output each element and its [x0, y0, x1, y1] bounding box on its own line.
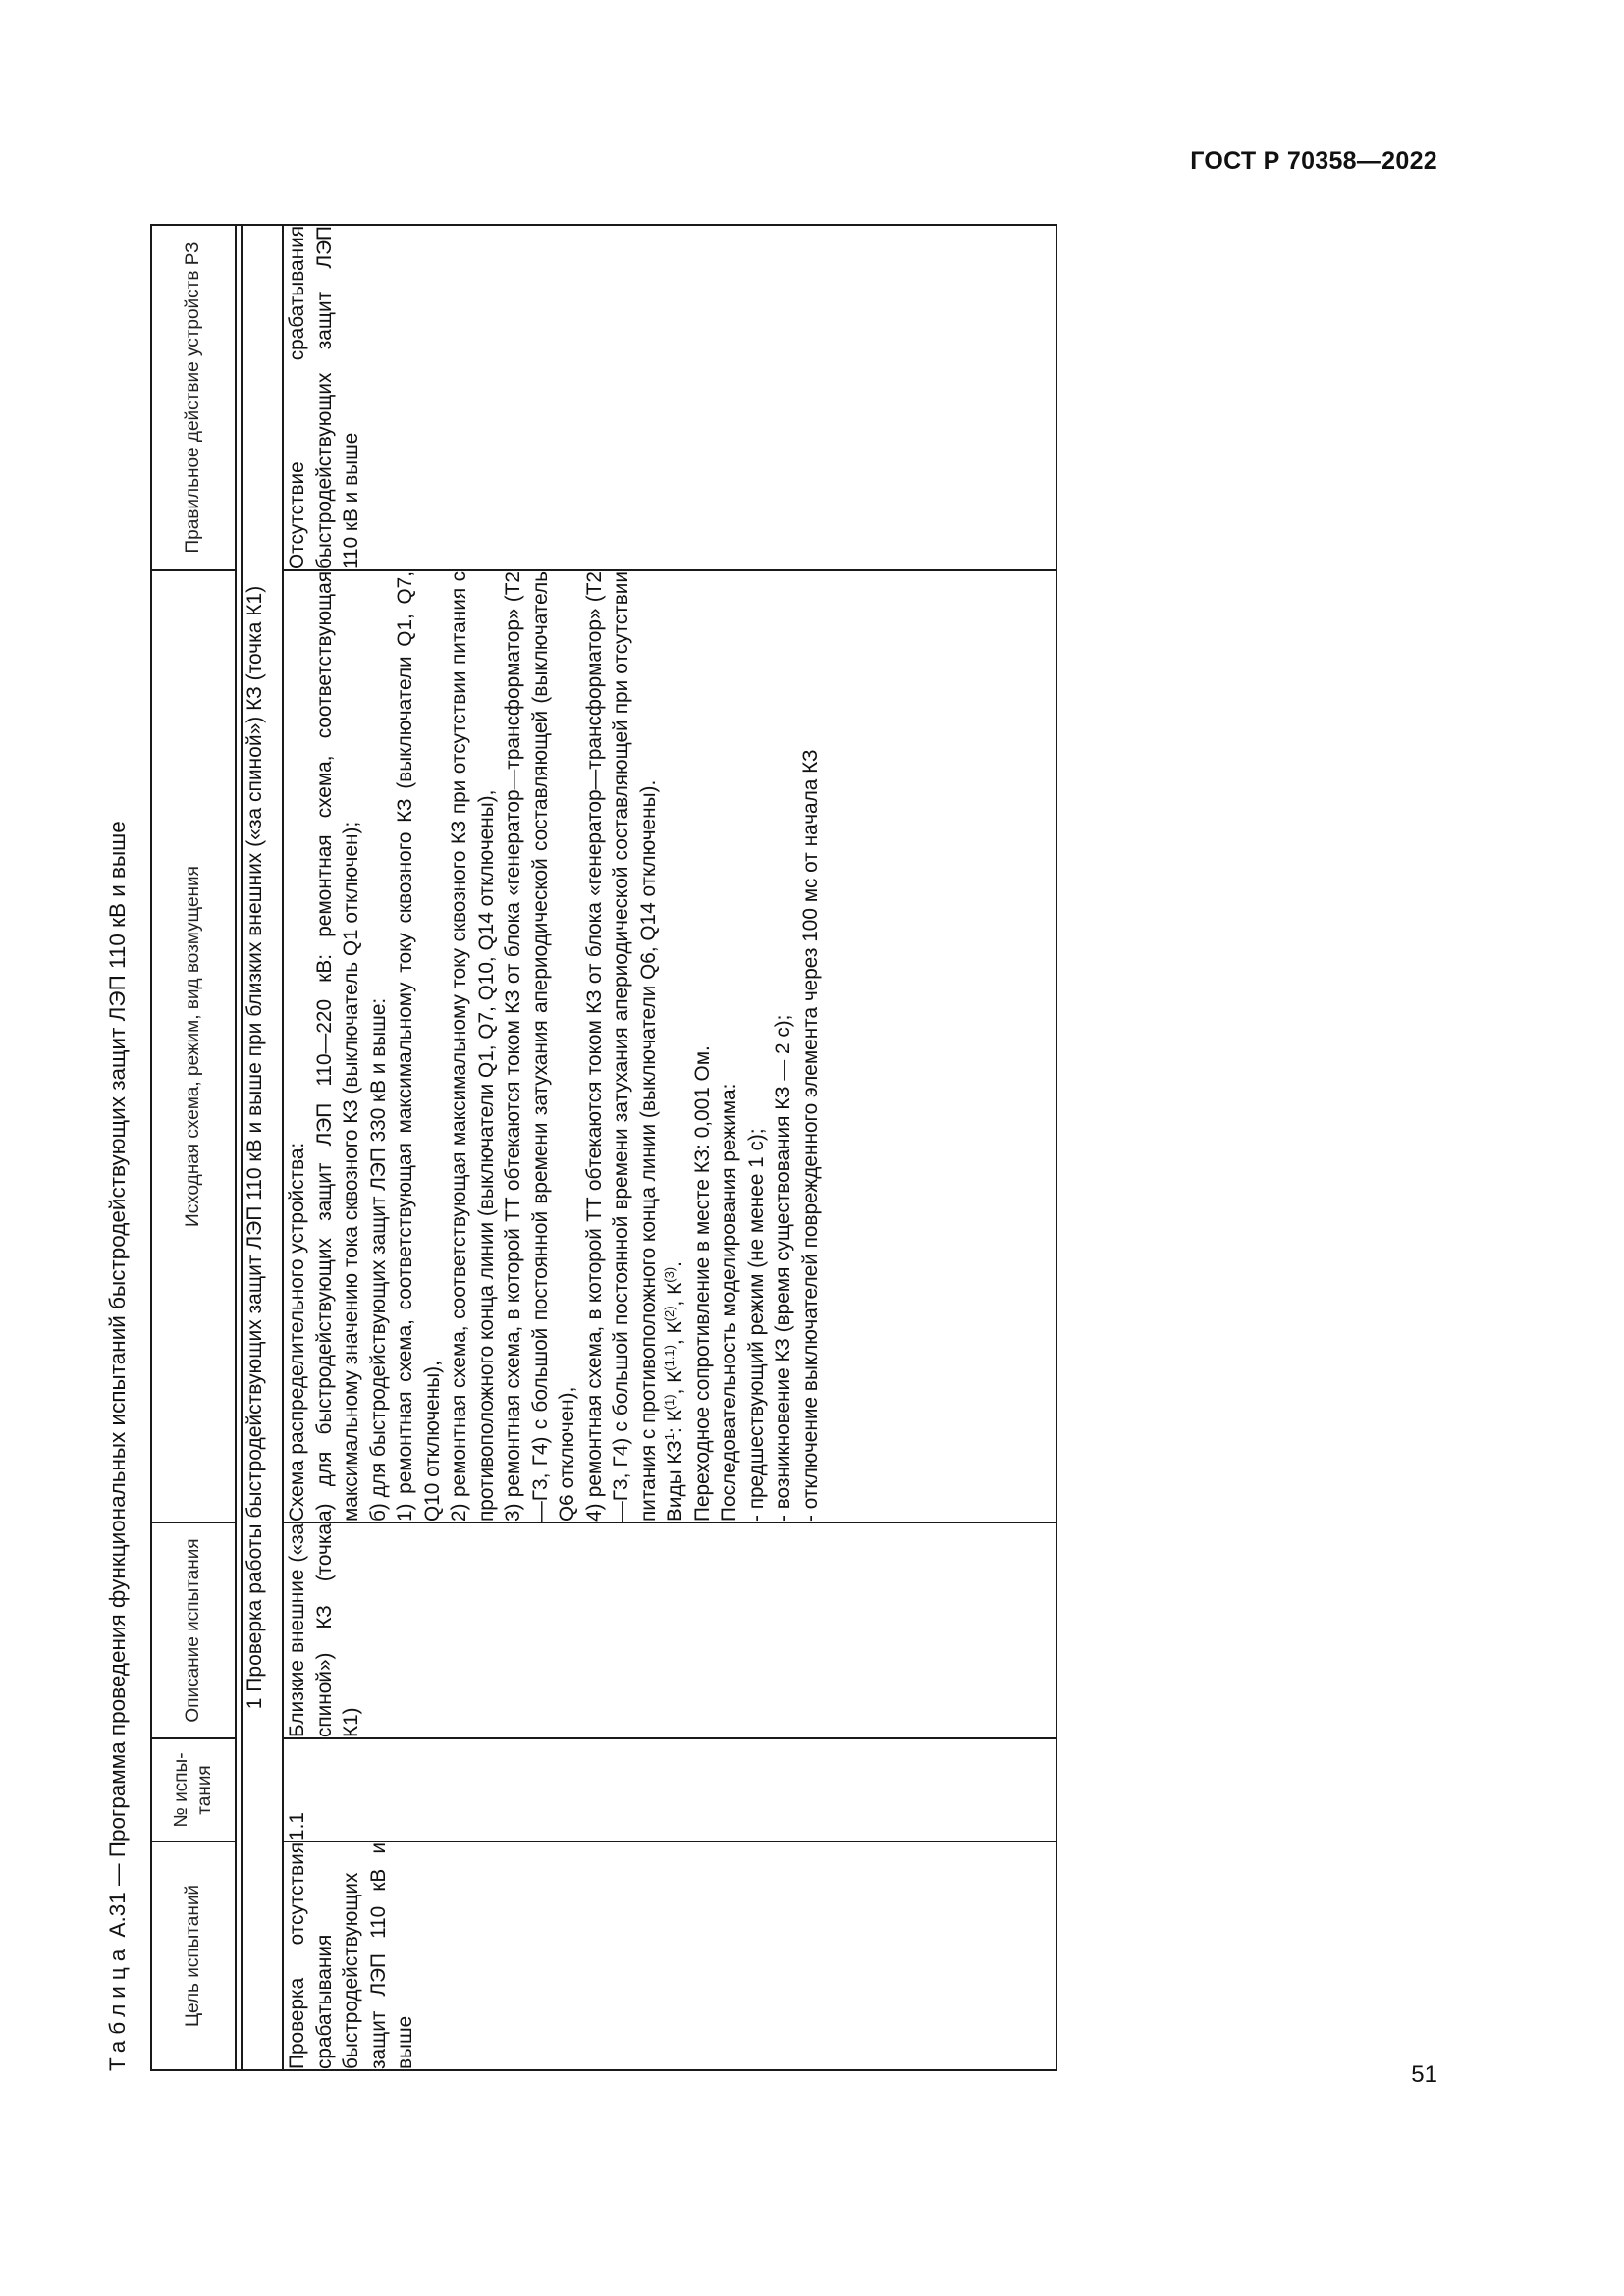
page-number: 51 [1411, 2061, 1437, 2088]
rotated-table-container [103, 226, 1065, 2071]
correct-action-cell: Отсутствие срабатывания быстродействующих защит ЛЭП 110 кВ и выше [283, 225, 1056, 570]
scheme-cell [283, 570, 1056, 1522]
test-number-cell: 1.1 [283, 1738, 1056, 1842]
test-program-table [150, 224, 1057, 2071]
table-caption-label: Таблица [105, 1943, 130, 2071]
scheme-line: а) для быстродействующих защит ЛЭП 110—220 кВ: ремонтная схема, соответствующая максимальному значению тока сквозного КЗ (выключатель Q1 отключен); [312, 571, 362, 1522]
scheme-line: Схема распределительного устройства: [286, 1142, 308, 1522]
column-header-goal: Цель испытаний [151, 1842, 236, 2070]
column-header-description: Описание испытания [151, 1522, 236, 1738]
description-cell: Близкие внешние («за спиной») КЗ (точка К1) [283, 1522, 1056, 1738]
scheme-line: б) для быстродействующих защит ЛЭП 330 кВ и выше: [366, 997, 390, 1522]
goal-cell: Проверка отсутствия срабатывания быстродействующих защит ЛЭП 110 кВ и выше [283, 1842, 1056, 2070]
table-caption [103, 226, 133, 2071]
scheme-line: - предшествующий режим (не менее 1 с); [744, 1128, 768, 1522]
scheme-line: Последовательность моделирования режима: [718, 1083, 740, 1522]
scheme-line: 4) ремонтная схема, в которой ТТ обтекаются током КЗ от блока «генератор—трансформатор» (Т2—Г3, Г4) с большой постоянной времени затухания апериодической составляющей при отсутствии питания с противоположного конца линии (выключатели Q6, Q14 отключены). [582, 571, 660, 1522]
column-header-test-number: № испы-тания [151, 1738, 236, 1842]
document-code: ГОСТ Р 70358—2022 [1190, 147, 1437, 175]
scheme-line: 3) ремонтная схема, в которой ТТ обтекаются током КЗ от блока «генератор—трансформатор» (Т2—Г3, Г4) с большой постоянной времени затухания апериодической составляющей (выключатель Q6 отключен), [502, 571, 578, 1522]
column-header-scheme: Исходная схема, режим, вид возмущения [151, 570, 236, 1522]
scheme-line: - возникновение КЗ (время существования КЗ — 2 с); [772, 1014, 794, 1522]
section-row [242, 225, 283, 2070]
section-title: 1 Проверка работы быстродействующих защит ЛЭП 110 кВ и выше при близких внешних («за спиной») КЗ (точка К1) [242, 225, 283, 2070]
fault-types-line: Виды $КЗ^1$: $К^{(1)}$, $К^{(1.1)}$, $К^{(2)}$, $К^{(3)}$. [662, 1261, 686, 1522]
scheme-line: Переходное сопротивление в месте КЗ: 0,001 Ом. [690, 1045, 714, 1522]
scheme-line: 1) ремонтная схема, соответствующая максимальному току сквозного КЗ (выключатели Q1, Q7, Q10 отключены), [394, 571, 444, 1522]
table-row [283, 225, 1056, 2070]
table-caption-text: А.31 — Программа проведения функциональных испытаний быстродействующих защит ЛЭП 110 кВ и выше [105, 821, 130, 1938]
scheme-line: - отключение выключателей поврежденного элемента через 100 мс от начала КЗ [798, 749, 822, 1522]
table-header-row [151, 225, 236, 2070]
column-header-correct-action: Правильное действие устройств РЗ [151, 225, 236, 570]
scheme-line: 2) ремонтная схема, соответствующая максимальному току сквозного КЗ при отсутствии питания с противоположного конца линии (выключатели Q1, Q7, Q10, Q14 отключены), [448, 571, 498, 1522]
